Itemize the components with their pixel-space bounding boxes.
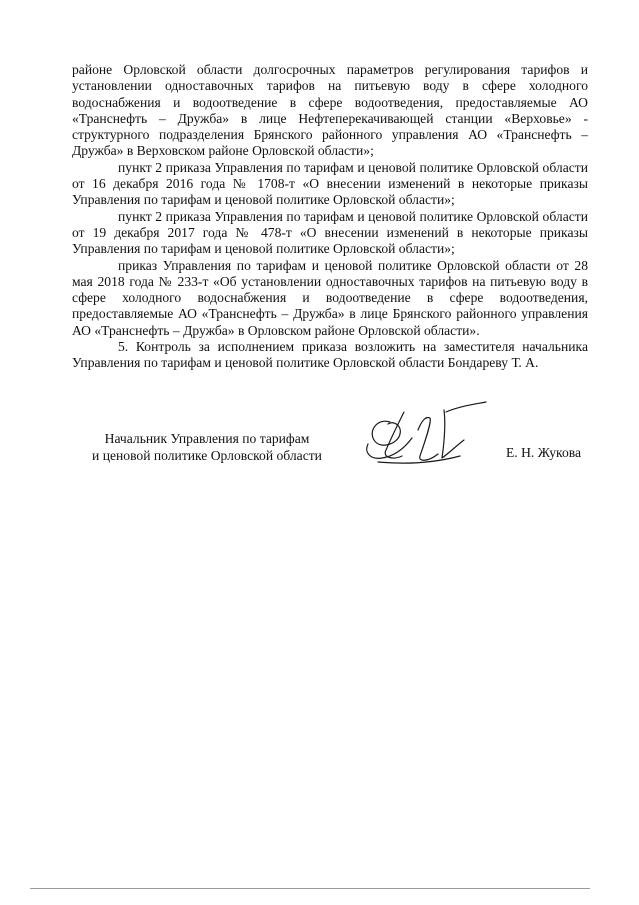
paragraph-item-478: пункт 2 приказа Управления по тарифам и ценовой политике Орловской области от 19 декабря 2017 года № 478-т «О внесении изменений в некоторые приказы Управления по тарифам и ценовой политике Орловской области»; [72, 208, 588, 257]
paragraph-control-clause: 5. Контроль за исполнением приказа возложить на заместителя начальника Управления по тарифам и ценовой политике Орловской области Бондареву Т. А. [72, 339, 588, 371]
document-body [72, 62, 588, 372]
paragraph-continuation: районе Орловской области долгосрочных параметров регулирования тарифов и установлении одноставочных тарифов на питьевую воду в сфере холодного водоснабжения и водоотведение в сфере водоотведения, предоставляемые АО «Транснефть – Дружба» в лице Нефтеперекачивающей станции «Верховье» - структурного подразделения Брянского районного управления АО «Транснефть – Дружба» в Верховском районе Орловской области»; [72, 62, 588, 159]
bottom-divider [30, 888, 590, 889]
signer-name: Е. Н. Жукова [506, 445, 582, 460]
signatory-position [77, 430, 337, 464]
signatory-position-line-2: и ценовой политике Орловской области [92, 448, 322, 463]
signatory-position-line-1: Начальник Управления по тарифам [104, 431, 310, 446]
paragraph-item-233: приказ Управления по тарифам и ценовой политике Орловской области от 28 мая 2018 года № 233-т «Об установлении одноставочных тарифов на питьевую воду в сфере холодного водоснабжения и водоотведение в сфере водоотведения, предоставляемые АО «Транснефть – Дружба» в лице Брянского районного управления АО «Транснефть – Дружба» в Орловском районе Орловской области». [72, 257, 588, 338]
handwritten-signature [360, 400, 500, 480]
paragraph-item-1708: пункт 2 приказа Управления по тарифам и ценовой политике Орловской области от 16 декабря 2016 года № 1708-т «О внесении изменений в некоторые приказы Управления по тарифам и ценовой политике Орловской области»; [72, 159, 588, 208]
